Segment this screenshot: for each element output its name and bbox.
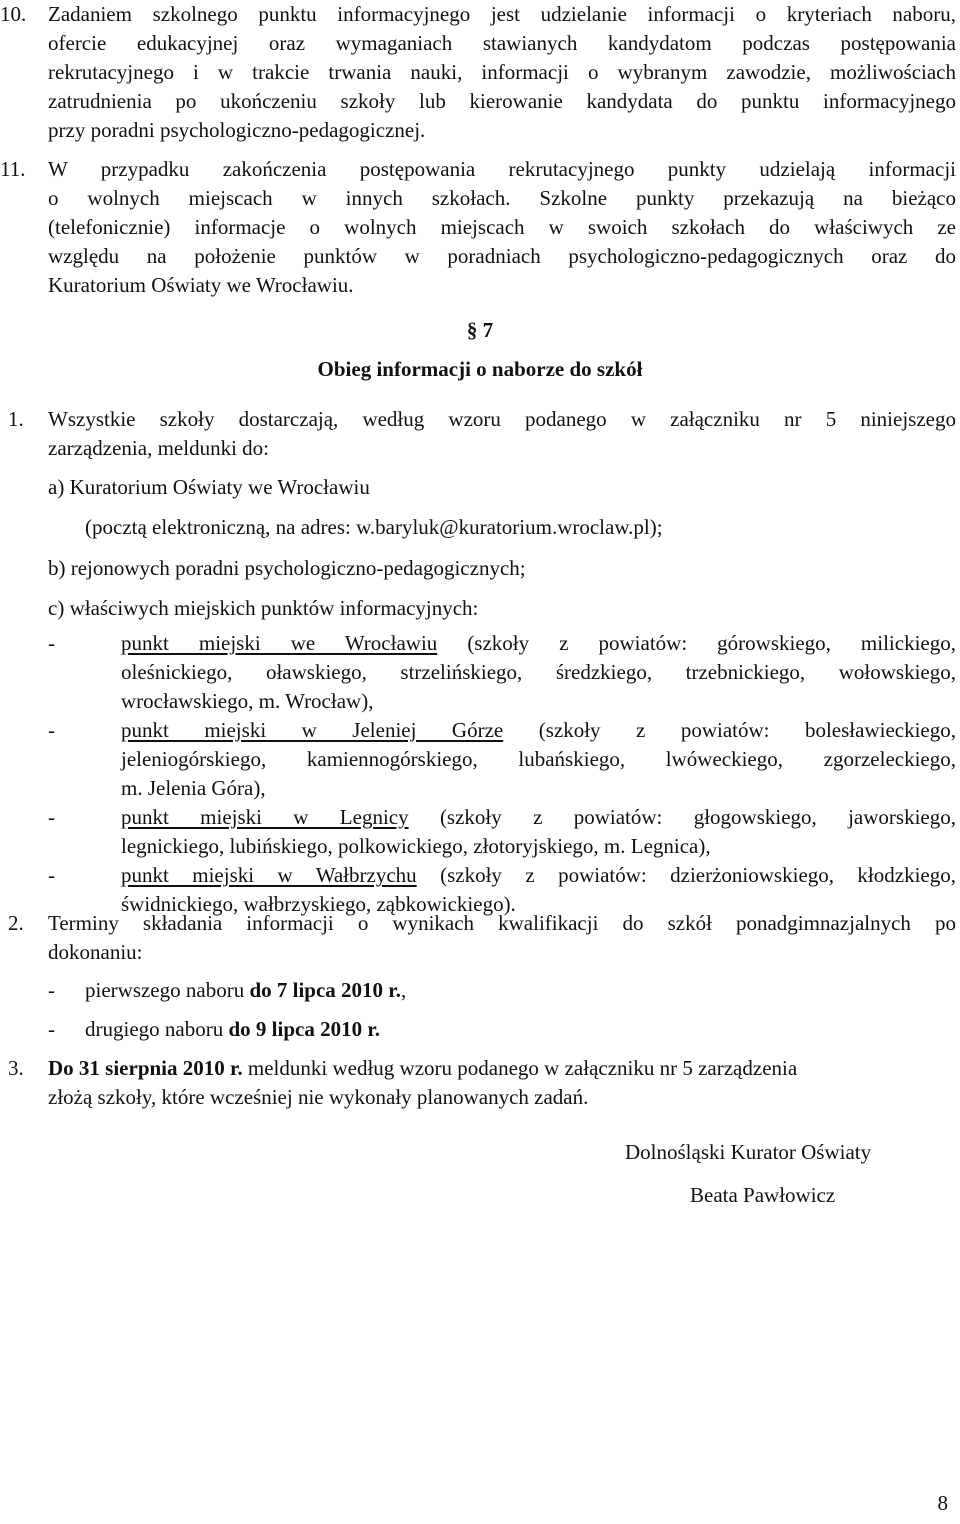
section-10-number: 10.	[0, 2, 27, 26]
dash: -	[48, 718, 55, 742]
signature-name: Beata Pawłowicz	[690, 1183, 836, 1207]
point-line: m. Jelenia Góra),	[121, 776, 266, 800]
section-10-line: przy poradni psychologiczno-pedagogicznej.	[48, 118, 426, 142]
paragraph-number: § 7	[466, 318, 494, 342]
section-11-line: o wolnych miejscach w innych szkołach. Szkolne punkty przekazują na bieżąco	[48, 186, 956, 210]
point-line: świdnickiego, wałbrzyskiego, ząbkowickiego).	[121, 892, 516, 916]
item-3-date: Do 31 sierpnia 2010 r.	[48, 1056, 243, 1080]
point-name: punkt miejski w Jeleniej Górze	[121, 718, 504, 742]
recipient-b: b) rejonowych poradni psychologiczno-pedagogicznych;	[48, 556, 526, 580]
recipient-c: c) właściwych miejskich punktów informacyjnych:	[48, 596, 479, 620]
section-11-line: (telefonicznie) informacje o wolnych miejscach w swoich szkołach do właściwych ze	[48, 215, 956, 239]
section-10-line: rekrutacyjnego i w trakcie trwania nauki, informacji o wybranym zawodzie, możliwościach	[48, 60, 956, 84]
point-counties: (szkoły z powiatów: głogowskiego, jaworskiego,	[439, 805, 956, 829]
point-item	[48, 716, 956, 803]
item-3-number: 3.	[8, 1056, 24, 1080]
points-list	[48, 629, 956, 919]
point-counties: (szkoły z powiatów: dzierżoniowskiego, kłodzkiego,	[440, 863, 956, 887]
point-line: legnickiego, lubińskiego, polkowickiego, złotoryjskiego, m. Legnica),	[121, 834, 711, 858]
point-name: punkt miejski we Wrocławiu	[121, 631, 438, 655]
dash: -	[48, 978, 55, 1002]
item-3-line: złożą szkoły, które wcześniej nie wykonały planowanych zadań.	[48, 1085, 589, 1109]
section-11-line: Kuratorium Oświaty we Wrocławiu.	[48, 273, 354, 297]
point-counties: (szkoły z powiatów: bolesławieckiego,	[538, 718, 957, 742]
second-round-deadline	[85, 1015, 380, 1044]
point-item	[48, 629, 956, 716]
point-name: punkt miejski w Legnicy	[121, 805, 409, 829]
item-1-line: Wszystkie szkoły dostarczają, według wzoru podanego w załączniku nr 5 niniejszego	[48, 407, 956, 431]
section-11-line: W przypadku zakończenia postępowania rekrutacyjnego punkty udzielają informacji	[48, 157, 956, 181]
point-line: oleśnickiego, oławskiego, strzelińskiego, średzkiego, trzebnickiego, wołowskiego,	[121, 660, 956, 684]
item-2-number: 2.	[8, 911, 24, 935]
point-counties: (szkoły z powiatów: górowskiego, milickiego,	[467, 631, 956, 655]
point-line: jeleniogórskiego, kamiennogórskiego, lubańskiego, lwóweckiego, zgorzeleckiego,	[121, 747, 956, 771]
section-10-line: zatrudnienia po ukończeniu szkoły lub kierowanie kandydata do punktu informacyjnego	[48, 89, 956, 113]
item-3-text: meldunki według wzoru podanego w załączniku nr 5 zarządzenia	[242, 1056, 798, 1080]
item-2-line: Terminy składania informacji o wynikach kwalifikacji do szkół ponadgimnazjalnych po	[48, 911, 956, 935]
recipient-a: a) Kuratorium Oświaty we Wrocławiu	[48, 475, 370, 499]
first-round-deadline	[85, 976, 406, 1005]
dash: -	[48, 863, 55, 887]
second-round-label: drugiego naboru	[85, 1017, 229, 1041]
point-line	[121, 716, 956, 745]
point-line	[121, 629, 956, 658]
point-line: wrocławskiego, m. Wrocław),	[121, 689, 374, 713]
section-11-text	[48, 155, 956, 300]
dash: -	[48, 631, 55, 655]
section-10-text	[48, 0, 956, 145]
item-3-line	[48, 1054, 956, 1083]
dash: -	[48, 1017, 55, 1041]
page-number: 8	[937, 1491, 948, 1515]
dash: -	[48, 805, 55, 829]
signature-title: Dolnośląski Kurator Oświaty	[625, 1140, 872, 1164]
point-name: punkt miejski w Wałbrzychu	[121, 863, 417, 887]
section-10-line: Zadaniem szkolnego punktu informacyjnego jest udzielanie informacji o kryteriach naboru,	[48, 2, 956, 26]
item-1-line: zarządzenia, meldunki do:	[48, 436, 269, 460]
point-item	[48, 803, 956, 861]
first-round-label: pierwszego naboru	[85, 978, 250, 1002]
recipient-a-email: (pocztą elektroniczną, na adres: w.baryluk@kuratorium.wroclaw.pl);	[85, 515, 663, 539]
section-10-line: ofercie edukacyjnej oraz wymaganiach stawianych kandydatom podczas postępowania	[48, 31, 956, 55]
section-heading: Obieg informacji o naborze do szkół	[317, 357, 643, 381]
item-1-number: 1.	[8, 407, 24, 431]
point-line	[121, 803, 956, 832]
point-line	[121, 861, 956, 890]
first-round-date: do 7 lipca 2010 r.	[249, 978, 401, 1002]
item-2-line: dokonaniu:	[48, 940, 143, 964]
section-11-number: 11.	[0, 157, 26, 181]
first-round-suffix: ,	[400, 978, 407, 1002]
second-round-date: do 9 lipca 2010 r.	[228, 1017, 380, 1041]
section-11-line: względu na położenie punktów w poradniach psychologiczno-pedagogicznych oraz do	[48, 244, 956, 268]
